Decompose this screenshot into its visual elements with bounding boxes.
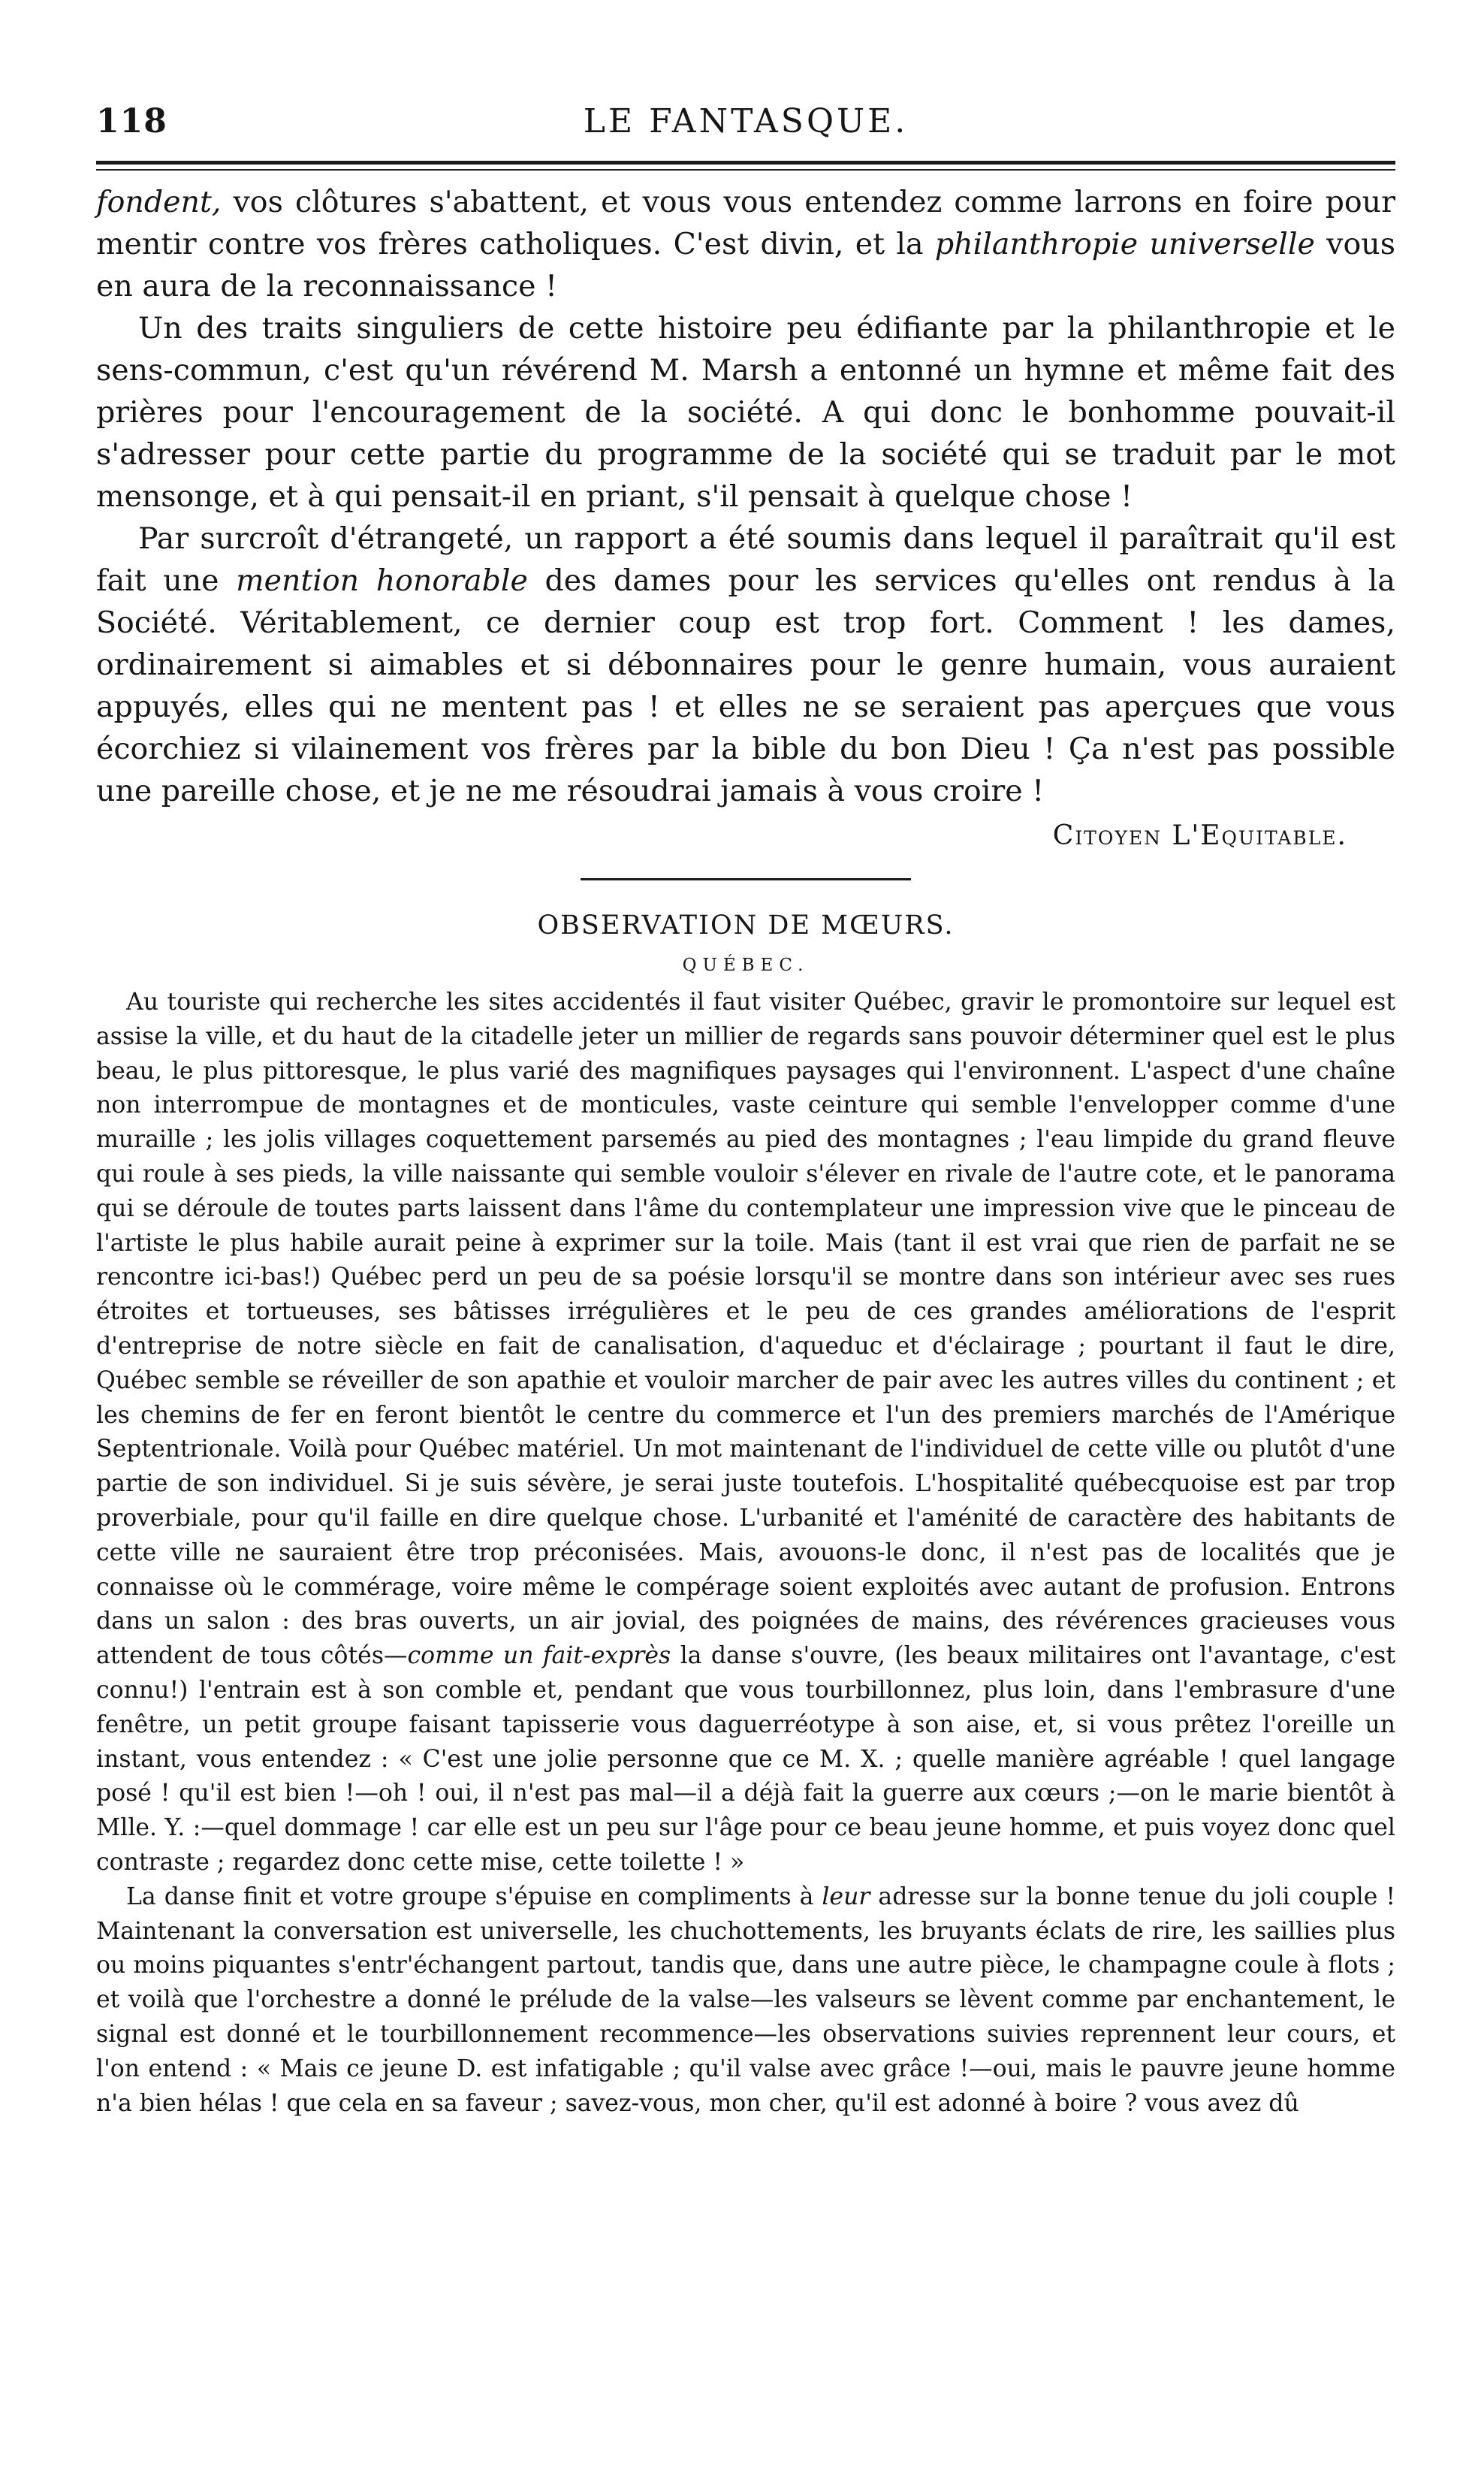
signature: Citoyen L'Equitable.	[1052, 820, 1347, 851]
italic-text: leur	[822, 1883, 870, 1910]
paragraph-text: adresse sur la bonne tenue du joli couple ! Maintenant la conversation est universelle, les chuchottements, les bruyants éclats de rire, les saillies plus ou moins piquantes s'entr'échangent partout, tandis que, dans une autre pièce, le champagne coule à flots ; et voilà que l'orchestre a donné le prélude de la valse—les valseurs se lèvent comme par enchantement, le signal est donné et le tourbillonnement recommence—les observations suivies reprennent leur cours, et l'on entend : « Mais ce jeune D. est infatigable ; qu'il valse avec grâce !—oui, mais le pauvre jeune homme n'a bien hélas ! que cela en sa faveur ; savez-vous, mon cher, qu'il est adonné à boire ? vous avez dû	[96, 1883, 1395, 2117]
page	[96, 90, 1395, 2121]
paragraph-text: vous en aura de la reconnaissance !	[96, 227, 1395, 303]
italic-text: mention honorable	[236, 563, 528, 598]
header-rule-thin	[96, 169, 1395, 171]
paragraph-text: la danse s'ouvre, (les beaux militaires ont l'avantage, c'est connu!) l'entrain est à son comble et, pendant que vous tourbillonnez, plus loin, dans l'embrasure d'une fenêtre, un petit groupe faisant tapisserie vous daguerréotype à son aise, et, si vous prêtez l'oreille un instant, vous entendez : « C'est une jolie personne que ce M. X. ; quelle manière agréable ! quel langage posé ! qu'il est bien !—oh ! oui, il n'est pas mal—il a déjà fait la guerre aux cœurs ;—on le marie bientôt à Mlle. Y. :—quel dommage ! car elle est un peu sur l'âge pour ce beau jeune homme, et puis voyez donc quel contraste ; regardez donc cette mise, cette toilette ! »	[96, 1642, 1395, 1876]
header-rule-thick	[96, 161, 1395, 165]
section-subtitle: QUÉBEC.	[682, 956, 810, 975]
running-title: LE FANTASQUE.	[583, 102, 909, 140]
paragraph-text: Au touriste qui recherche les sites accidentés il faut visiter Québec, gravir le promontoire sur lequel est assise la ville, et du haut de la citadelle jeter un millier de regards sans pouvoir déterminer quel est le plus beau, le plus pittoresque, le plus varié des magnifiques paysages qui l'environnent. L'aspect d'une chaîne non interrompue de montagnes et de monticules, vaste ceinture qui semble l'envelopper comme d'une muraille ; les jolis villages coquettement parsemés au pied des montagnes ; l'eau limpide du grand fleuve qui roule à ses pieds, la ville naissante qui semble vouloir s'élever en rivale de l'autre cote, et le panorama qui se déroule de toutes parts laissent dans l'âme du contemplateur une impression vive que le pinceau de l'artiste le plus habile aurait peine à exprimer sur la toile. Mais (tant il est vrai que rien de parfait ne se rencontre ici-bas!) Québec perd un peu de sa poésie lorsqu'il se montre dans son intérieur avec ses rues étroites et tortueuses, ses bâtisses irrégulières et le peu de ces grandes améliorations de l'esprit d'entreprise de notre siècle en fait de canalisation, d'aqueduc et d'éclairage ; pourtant il faut le dire, Québec semble se réveiller de son apathie et vouloir marcher de pair avec les autres villes du continent ; et les chemins de fer en feront bientôt le centre du commerce et l'un des premiers marchés de l'Amérique Septentrionale. Voilà pour Québec matériel. Un mot maintenant de l'individuel de cette ville ou plutôt d'une partie de son individuel. Si je suis sévère, je serai juste toutefois. L'hospitalité québecquoise est par trop proverbiale, pour qu'il faille en dire quelque chose. L'urbanité et l'aménité de caractère des habitants de cette ville ne sauraient être trop préconisées. Mais, avouons-le donc, il n'est pas de localités que je connaisse où le commérage, voire même le compérage soient exploités avec autant de profusion. Entrons dans un salon : des bras ouverts, un air jovial, des poignées de mains, des révérences gracieuses vous attendent de tous côtés—	[96, 989, 1395, 1670]
paragraph	[96, 986, 1395, 1880]
paragraph	[96, 1880, 1395, 2121]
paragraph-text: La danse finit et votre groupe s'épuise en compliments à	[126, 1883, 822, 1910]
section-title: OBSERVATION DE MŒURS.	[537, 910, 955, 941]
page-header	[96, 90, 1395, 150]
italic-text: fondent,	[96, 185, 222, 219]
article-observation	[96, 986, 1395, 2121]
italic-text: philanthropie universelle	[934, 227, 1315, 261]
page-number: 118	[96, 102, 167, 140]
italic-text: comme un fait-exprès	[407, 1642, 671, 1670]
paragraph	[96, 181, 1395, 307]
paragraph-text: des dames pour les services qu'elles ont rendus à la Société. Véritablement, ce dernier coup est trop fort. Comment ! les dames, ordinairement si aimables et si débonnaires pour le genre humain, vous auraient appuyés, elles qui ne mentent pas ! et elles ne se seraient pas aperçues que vous écorchiez si vilainement vos frères par la bible du bon Dieu ! Ça n'est pas possible une pareille chose, et je ne me résoudrai jamais à vous croire !	[96, 563, 1395, 808]
paragraph: Un des traits singuliers de cette histoire peu édifiante par la philanthropie et le sens-commun, c'est qu'un révérend M. Marsh a entonné un hymne et même fait des prières pour l'encouragement de la société. A qui donc le bonhomme pouvait-il s'adresser pour cette partie du programme de la société qui se traduit par le mot mensonge, et à qui pensait-il en priant, s'il pensait à quelque chose !	[96, 311, 1395, 514]
article-philanthropie	[96, 181, 1395, 857]
paragraph	[96, 518, 1395, 812]
paragraph-text: vos clôtures s'abattent, et vous vous entendez comme larrons en foire pour mentir contre vos frères catholiques. C'est divin, et la	[96, 185, 1395, 261]
paragraph-text: Par surcroît d'étrangeté, un rapport a été soumis dans lequel il paraîtrait qu'il est fait une	[96, 521, 1395, 598]
section-divider	[581, 878, 911, 880]
